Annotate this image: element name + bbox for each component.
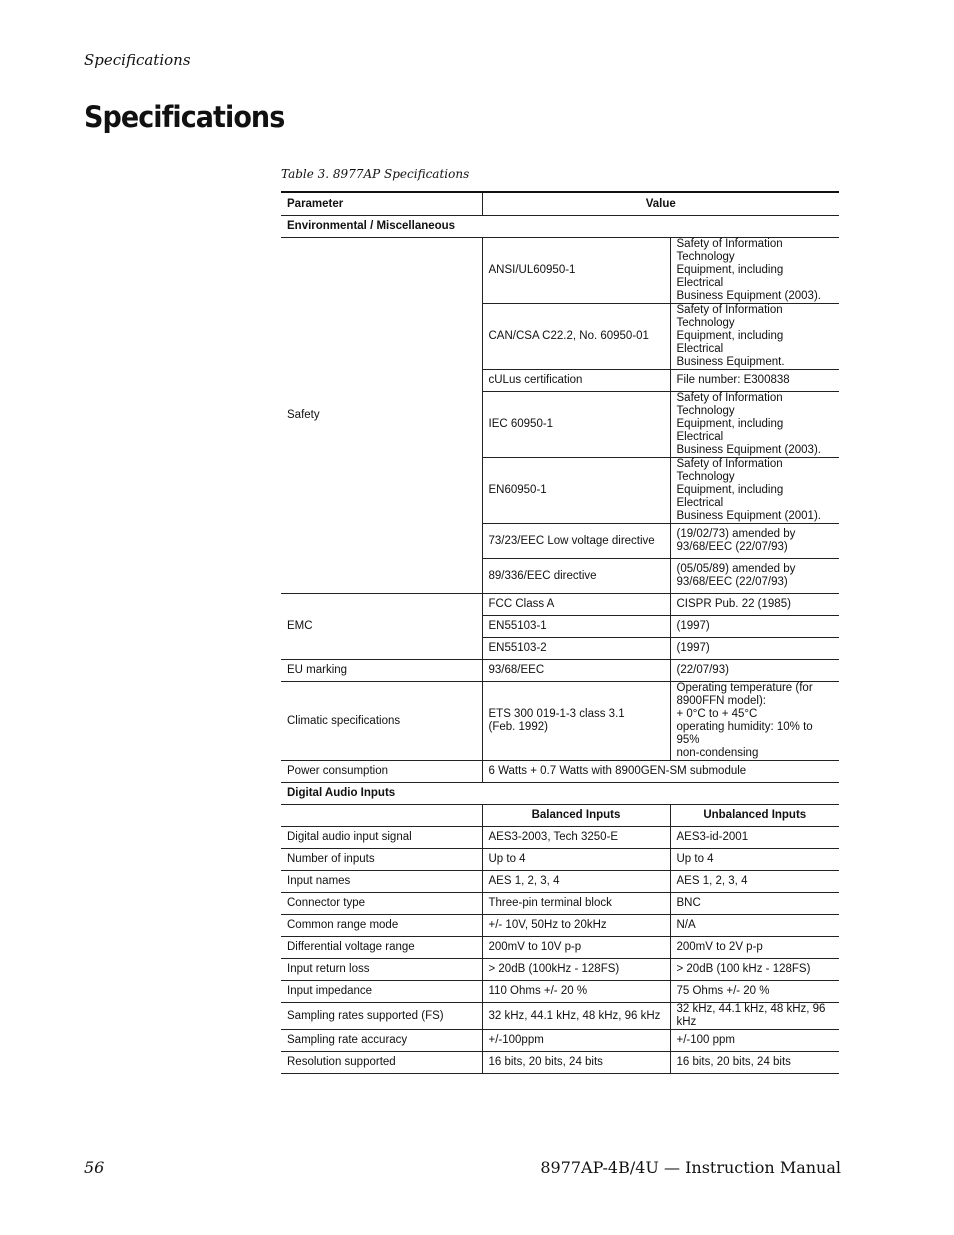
table-row: [281, 1030, 839, 1052]
standard-cell: EN55103-2: [482, 638, 670, 660]
detail-cell: (19/02/73) amended by 93/68/EEC (22/07/93): [670, 524, 839, 559]
unbalanced-cell: 16 bits, 20 bits, 24 bits: [670, 1052, 839, 1074]
standard-cell: IEC 60950-1: [482, 392, 670, 458]
standard-cell: EN60950-1: [482, 458, 670, 524]
table-row: [281, 937, 839, 959]
section-row-environmental: [281, 216, 839, 238]
table-row: [281, 1052, 839, 1074]
param-cell: Number of inputs: [281, 849, 482, 871]
param-cell: Input impedance: [281, 981, 482, 1003]
detail-cell: Operating temperature (for 8900FFN model): + 0°C to + 45°C operating humidity: 10% to 95% non-condensing: [670, 682, 839, 761]
balanced-cell: +/- 10V, 50Hz to 20kHz: [482, 915, 670, 937]
balanced-cell: 16 bits, 20 bits, 24 bits: [482, 1052, 670, 1074]
unbalanced-cell: Up to 4: [670, 849, 839, 871]
table-caption: Table 3. 8977AP Specifications: [281, 167, 470, 181]
empty-subheader-cell: [281, 805, 482, 827]
parameter-header: Parameter: [281, 192, 482, 216]
specifications-table: [281, 191, 839, 1074]
audio-rows: [281, 827, 839, 1074]
detail-cell: Safety of Information Technology Equipment, including Electrical Business Equipment (2001).: [670, 458, 839, 524]
balanced-inputs-header: Balanced Inputs: [482, 805, 670, 827]
row-label-power: Power consumption: [281, 761, 482, 783]
row-label-emc: EMC: [281, 594, 482, 660]
table-header-row: [281, 192, 839, 216]
param-cell: Connector type: [281, 893, 482, 915]
balanced-cell: > 20dB (100kHz - 128FS): [482, 959, 670, 981]
standard-cell: 89/336/EEC directive: [482, 559, 670, 594]
table-row: [281, 871, 839, 893]
table-row: [281, 682, 839, 761]
unbalanced-inputs-header: Unbalanced Inputs: [670, 805, 839, 827]
page-number: 56: [84, 1158, 105, 1177]
unbalanced-cell: N/A: [670, 915, 839, 937]
detail-cell: (1997): [670, 638, 839, 660]
standard-cell: 73/23/EEC Low voltage directive: [482, 524, 670, 559]
param-cell: Input return loss: [281, 959, 482, 981]
table-row: [281, 1003, 839, 1030]
value-cell: 6 Watts + 0.7 Watts with 8900GEN-SM submodule: [482, 761, 839, 783]
balanced-cell: AES 1, 2, 3, 4: [482, 871, 670, 893]
param-cell: Common range mode: [281, 915, 482, 937]
balanced-cell: AES3-2003, Tech 3250-E: [482, 827, 670, 849]
unbalanced-cell: > 20dB (100 kHz - 128FS): [670, 959, 839, 981]
detail-cell: Safety of Information Technology Equipment, including Electrical Business Equipment.: [670, 304, 839, 370]
standard-cell: CAN/CSA C22.2, No. 60950-01: [482, 304, 670, 370]
unbalanced-cell: 200mV to 2V p-p: [670, 937, 839, 959]
unbalanced-cell: 75 Ohms +/- 20 %: [670, 981, 839, 1003]
table-row: [281, 959, 839, 981]
audio-subheader-row: [281, 805, 839, 827]
table-row: [281, 981, 839, 1003]
table-row: [281, 893, 839, 915]
table-row: [281, 238, 839, 304]
section-row-digital-audio: [281, 783, 839, 805]
standard-cell: ETS 300 019-1-3 class 3.1 (Feb. 1992): [482, 682, 670, 761]
unbalanced-cell: 32 kHz, 44.1 kHz, 48 kHz, 96 kHz: [670, 1003, 839, 1030]
detail-cell: (05/05/89) amended by 93/68/EEC (22/07/93): [670, 559, 839, 594]
unbalanced-cell: +/-100 ppm: [670, 1030, 839, 1052]
unbalanced-cell: AES 1, 2, 3, 4: [670, 871, 839, 893]
table-row: [281, 915, 839, 937]
section-title: Digital Audio Inputs: [281, 783, 839, 805]
standard-cell: FCC Class A: [482, 594, 670, 616]
running-head: Specifications: [84, 51, 191, 69]
table-row: [281, 761, 839, 783]
balanced-cell: +/-100ppm: [482, 1030, 670, 1052]
balanced-cell: 32 kHz, 44.1 kHz, 48 kHz, 96 kHz: [482, 1003, 670, 1030]
standard-cell: 93/68/EEC: [482, 660, 670, 682]
row-label-safety: Safety: [281, 238, 482, 594]
param-cell: Digital audio input signal: [281, 827, 482, 849]
param-cell: Sampling rate accuracy: [281, 1030, 482, 1052]
table-row: [281, 660, 839, 682]
detail-cell: (1997): [670, 616, 839, 638]
param-cell: Sampling rates supported (FS): [281, 1003, 482, 1030]
standard-cell: EN55103-1: [482, 616, 670, 638]
section-title: Environmental / Miscellaneous: [281, 216, 839, 238]
balanced-cell: 200mV to 10V p-p: [482, 937, 670, 959]
standard-cell: ANSI/UL60950-1: [482, 238, 670, 304]
balanced-cell: Up to 4: [482, 849, 670, 871]
detail-cell: File number: E300838: [670, 370, 839, 392]
unbalanced-cell: BNC: [670, 893, 839, 915]
row-label-climatic: Climatic specifications: [281, 682, 482, 761]
balanced-cell: Three-pin terminal block: [482, 893, 670, 915]
param-cell: Resolution supported: [281, 1052, 482, 1074]
param-cell: Differential voltage range: [281, 937, 482, 959]
standard-cell: cULus certification: [482, 370, 670, 392]
page-title: Specifications: [84, 100, 285, 134]
detail-cell: Safety of Information Technology Equipment, including Electrical Business Equipment (2003).: [670, 392, 839, 458]
detail-cell: (22/07/93): [670, 660, 839, 682]
row-label-eu-marking: EU marking: [281, 660, 482, 682]
unbalanced-cell: AES3-id-2001: [670, 827, 839, 849]
table-row: [281, 594, 839, 616]
detail-cell: CISPR Pub. 22 (1985): [670, 594, 839, 616]
value-header: Value: [482, 192, 839, 216]
manual-title: 8977AP-4B/4U — Instruction Manual: [540, 1158, 841, 1177]
balanced-cell: 110 Ohms +/- 20 %: [482, 981, 670, 1003]
detail-cell: Safety of Information Technology Equipment, including Electrical Business Equipment (2003).: [670, 238, 839, 304]
table-row: [281, 849, 839, 871]
param-cell: Input names: [281, 871, 482, 893]
table-row: [281, 827, 839, 849]
